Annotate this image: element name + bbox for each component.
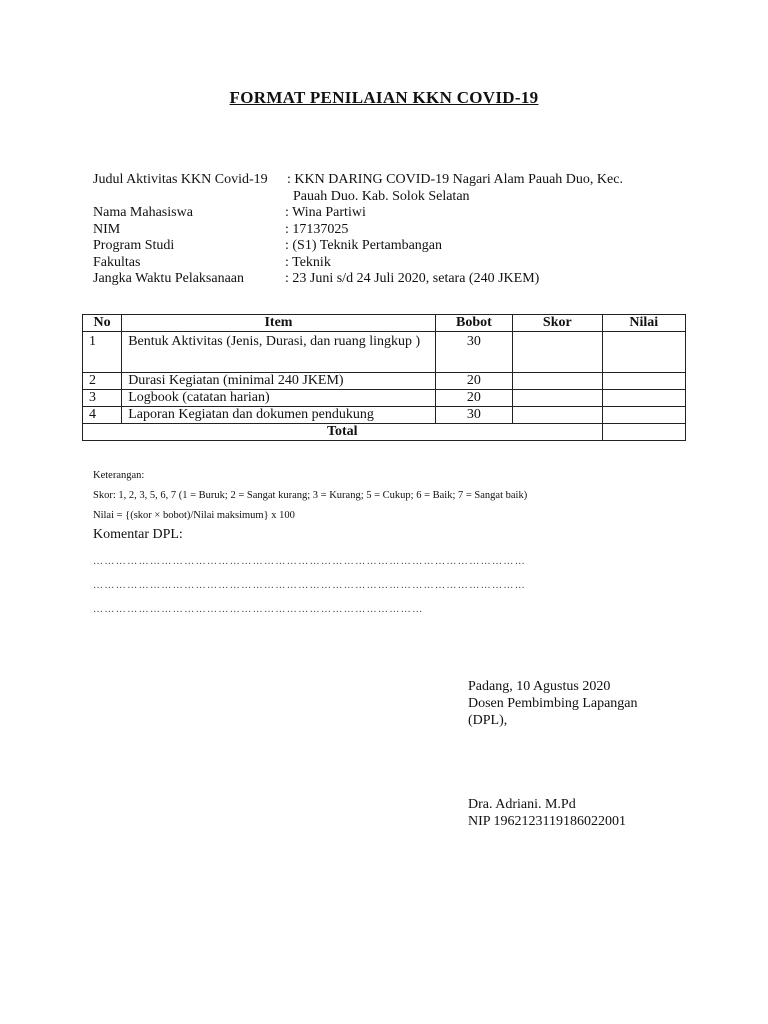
activity-row [93, 172, 623, 205]
row-item: Logbook (catatan harian) [122, 390, 436, 407]
period-value: : 23 Juni s/d 24 Juli 2020, setara (240 JKEM) [285, 271, 540, 286]
nim-label: NIM [93, 221, 121, 237]
row-no: 4 [83, 407, 122, 424]
row-item: Laporan Kegiatan dan dokumen pendukung [122, 407, 436, 424]
row-bobot: 20 [435, 373, 512, 390]
table-row [83, 407, 686, 424]
row-item: Durasi Kegiatan (minimal 240 JKEM) [122, 373, 436, 390]
table-header-row [83, 315, 686, 332]
table-row [83, 373, 686, 390]
name-row [93, 205, 623, 222]
table-total-row [83, 424, 686, 441]
period-row [93, 271, 623, 288]
signer-nip: NIP 1962123119186022001 [468, 814, 627, 829]
row-nilai[interactable] [602, 332, 685, 373]
signature-block [468, 678, 638, 729]
header-nilai: Nilai [602, 315, 685, 332]
faculty-value: : Teknik [285, 254, 331, 270]
signer-details [468, 796, 626, 830]
notes [93, 466, 527, 526]
total-label: Total [83, 424, 603, 441]
komentar-line[interactable]: …………………………………………………………………………………………………… [93, 580, 527, 591]
row-no: 1 [83, 332, 122, 373]
activity-value [287, 172, 623, 205]
activity-label: Judul Aktivitas KKN Covid-19 [93, 172, 268, 187]
faculty-label: Fakultas [93, 254, 141, 270]
row-bobot: 30 [435, 332, 512, 373]
score-table [82, 314, 686, 441]
program-row [93, 238, 623, 255]
row-skor[interactable] [513, 407, 602, 424]
name-label: Nama Mahasiswa [93, 205, 193, 220]
notes-nilai: Nilai = {(skor × bobot)/Nilai maksimum} x 100 [93, 510, 295, 521]
activity-value-line2: Pauah Duo. Kab. Solok Selatan [293, 188, 470, 204]
total-value[interactable] [602, 424, 685, 441]
row-item: Bentuk Aktivitas (Jenis, Durasi, dan ruang lingkup ) [122, 332, 436, 373]
row-skor[interactable] [513, 390, 602, 407]
program-value: : (S1) Teknik Pertambangan [285, 238, 443, 253]
period-label: Jangka Waktu Pelaksanaan [93, 271, 245, 286]
activity-value-line1: : KKN DARING COVID-19 Nagari Alam Pauah Duo, Kec. [287, 172, 623, 187]
row-nilai[interactable] [602, 390, 685, 407]
signer-role-line1: Dosen Pembimbing Lapangan [468, 696, 638, 711]
row-bobot: 20 [435, 390, 512, 407]
row-no: 3 [83, 390, 122, 407]
header-item: Item [122, 315, 436, 332]
komentar-line[interactable]: …………………………………………………………………………… [93, 604, 424, 615]
nim-value: : 17137025 [285, 221, 349, 237]
student-info [93, 172, 623, 288]
row-skor[interactable] [513, 332, 602, 373]
document-title: FORMAT PENILAIAN KKN COVID-19 [229, 88, 539, 107]
notes-heading: Keterangan: [93, 470, 145, 481]
signer-role-line2: (DPL), [468, 713, 508, 728]
row-nilai[interactable] [602, 407, 685, 424]
row-nilai[interactable] [602, 373, 685, 390]
header-no: No [83, 315, 122, 332]
komentar-label: Komentar DPL: [93, 527, 183, 542]
komentar-line[interactable]: …………………………………………………………………………………………………… [93, 556, 527, 567]
header-skor: Skor [513, 315, 602, 332]
signer-name: Dra. Adriani. M.Pd [468, 797, 576, 812]
header-bobot: Bobot [435, 315, 512, 332]
name-value: : Wina Partiwi [285, 205, 366, 220]
table-row [83, 390, 686, 407]
table-row [83, 332, 686, 373]
faculty-row [93, 255, 623, 272]
row-no: 2 [83, 373, 122, 390]
row-bobot: 30 [435, 407, 512, 424]
program-label: Program Studi [93, 238, 175, 253]
nim-row [93, 222, 623, 239]
place-date: Padang, 10 Agustus 2020 [468, 679, 611, 694]
row-skor[interactable] [513, 373, 602, 390]
notes-skor: Skor: 1, 2, 3, 5, 6, 7 (1 = Buruk; 2 = Sangat kurang; 3 = Kurang; 5 = Cukup; 6 = Baik; 7 = Sangat baik) [93, 490, 528, 501]
